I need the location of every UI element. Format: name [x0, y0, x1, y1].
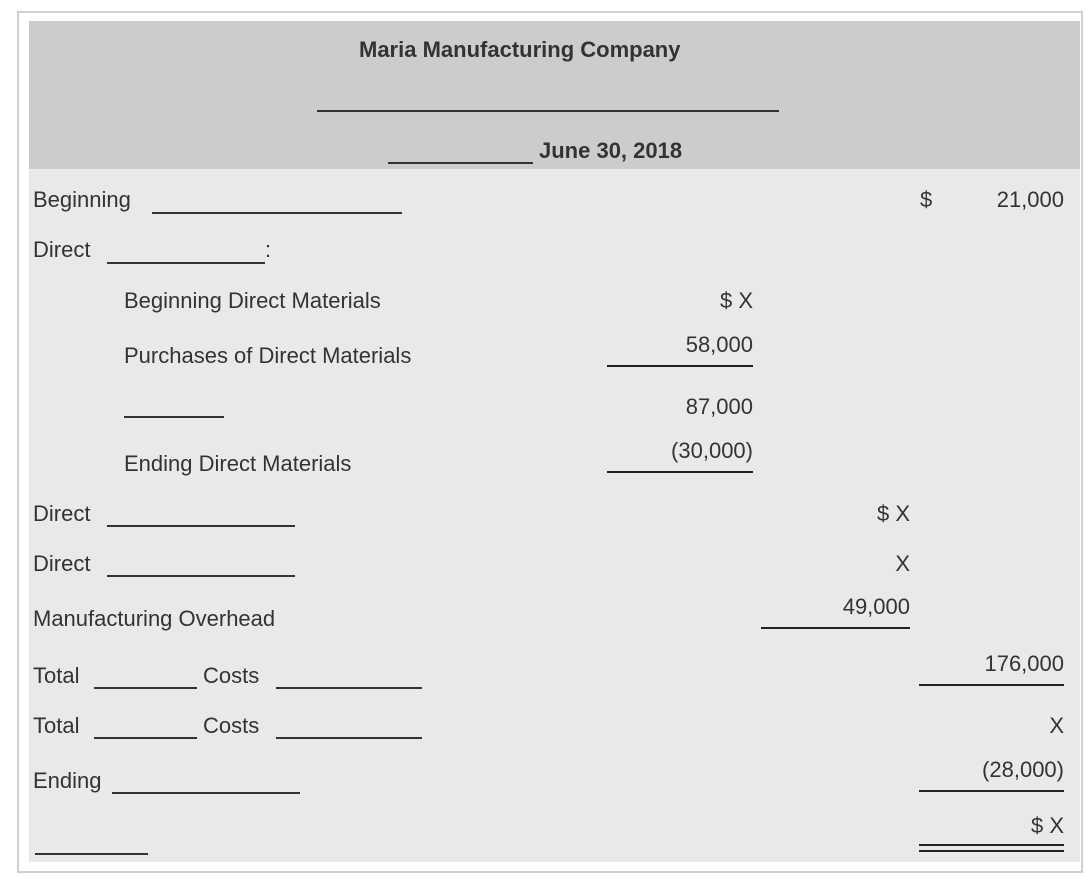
ending-wip-label: Ending — [33, 768, 102, 793]
statement-title-blank[interactable] — [317, 110, 779, 112]
purchases-dm-label: Purchases of Direct Materials — [124, 343, 412, 368]
beginning-label: Beginning — [33, 187, 131, 212]
direct-labor-value: X — [895, 551, 910, 576]
manufacturing-overhead-value: 49,000 — [842, 594, 910, 619]
final-label-blank[interactable] — [35, 853, 148, 855]
total-costs-value-2: X — [1049, 713, 1064, 738]
total-costs-blank-1a[interactable] — [94, 687, 197, 689]
total-costs-blank-2a[interactable] — [94, 737, 197, 739]
total-costs-blank-1b[interactable] — [276, 687, 422, 689]
costs-label-1: Costs — [203, 663, 260, 688]
direct-labor-blank[interactable] — [107, 575, 295, 577]
ending-dm-underline — [607, 471, 753, 473]
purchases-underline — [607, 365, 753, 367]
materials-available-value: 87,000 — [685, 394, 753, 419]
direct-materials-used-blank[interactable] — [107, 525, 295, 527]
ending-wip-underline — [919, 790, 1064, 792]
total-costs-label-1: Total — [33, 663, 80, 688]
direct-materials-colon: : — [265, 237, 272, 262]
direct-materials-used-label: Direct — [33, 501, 91, 526]
direct-materials-used-value: $ X — [876, 501, 910, 526]
total-costs-value-1: 176,000 — [984, 651, 1064, 676]
purchases-dm-value: 58,000 — [685, 332, 753, 357]
manufacturing-overhead-label: Manufacturing Overhead — [33, 606, 276, 631]
beginning-blank[interactable] — [152, 212, 402, 214]
total-costs-label-2: Total — [33, 713, 80, 738]
total-costs-blank-2b[interactable] — [276, 737, 422, 739]
beginning-dollar-sign: $ — [920, 187, 933, 212]
direct-materials-label: Direct — [33, 237, 91, 262]
statement-date: June 30, 2018 — [539, 138, 683, 163]
ending-dm-label: Ending Direct Materials — [124, 451, 352, 476]
company-name: Maria Manufacturing Company — [359, 37, 681, 62]
beginning-dm-label: Beginning Direct Materials — [124, 288, 381, 313]
final-double-underline — [919, 844, 1064, 852]
final-value: $ X — [1030, 813, 1064, 838]
direct-labor-label: Direct — [33, 551, 91, 576]
costs-label-2: Costs — [203, 713, 260, 738]
date-prefix-blank[interactable] — [388, 162, 533, 164]
beginning-value: 21,000 — [996, 187, 1064, 212]
materials-available-blank[interactable] — [124, 416, 224, 418]
ending-wip-blank[interactable] — [112, 792, 300, 794]
ending-dm-value: (30,000) — [671, 438, 753, 463]
direct-materials-blank[interactable] — [107, 262, 265, 264]
total-costs-underline-1 — [919, 684, 1064, 686]
overhead-underline — [761, 627, 910, 629]
beginning-dm-value: $ X — [719, 288, 753, 313]
ending-wip-value: (28,000) — [982, 757, 1064, 782]
